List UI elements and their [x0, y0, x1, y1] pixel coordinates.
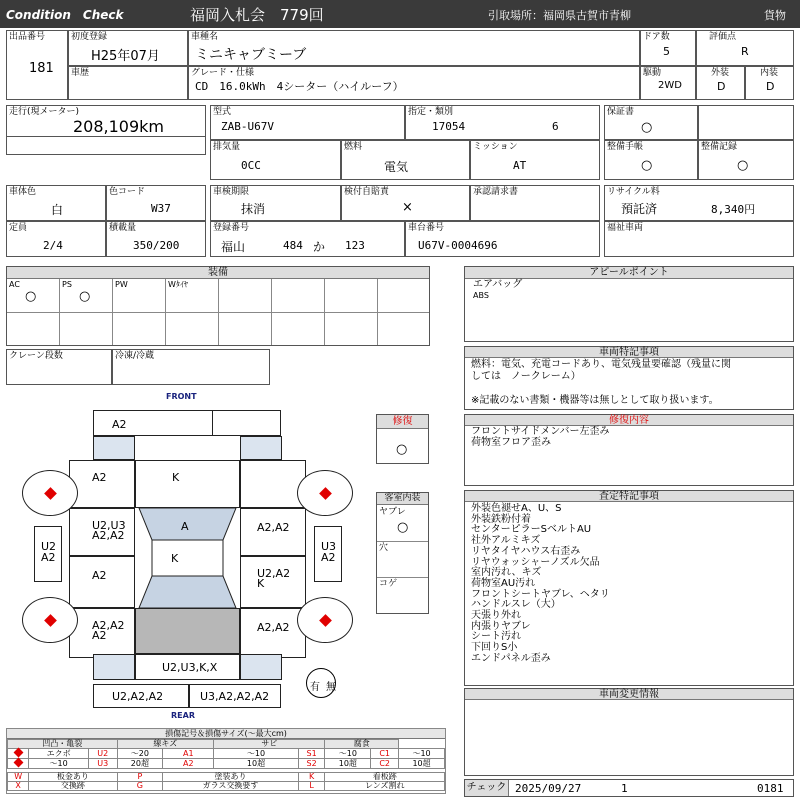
- vehicle-note-2: しては ノークレーム）: [471, 371, 581, 382]
- spare-no: 無: [326, 682, 336, 693]
- color-code: W37: [151, 202, 171, 215]
- inspector-note: 外装鉄粉付着: [471, 513, 531, 525]
- repair-content-1: フロントサイドメンバー左歪み: [471, 426, 610, 437]
- door-count: 5: [663, 45, 670, 58]
- inspector-notes-box: 査定特記事項 外装色褪せA、U、S 外装鉄粉付着 センターピラーSベルトAU 社外アルミキズ リヤタイヤハウス右歪み リヤウォッシャーノズル欠品 室内汚れ、キズ 荷物室AU汚れ フロントシートヤブレ、ヘタリ ハンドルスレ（大） 天張り外れ 内張りヤブレ シート汚れ 下回りS小 エンドパネル歪み: [464, 490, 794, 686]
- equip-ps-mark: ○: [79, 289, 91, 304]
- left-quarter: A2,A2 A2: [69, 608, 135, 658]
- wheel-rear-left: [22, 597, 78, 643]
- header-bar: [0, 0, 800, 28]
- equip-ps: PS: [62, 280, 72, 289]
- windshield-roof: [135, 508, 240, 608]
- auction-title: 福岡入札会 779回: [190, 6, 324, 24]
- model-code: ZAB-U67V: [221, 120, 274, 133]
- left-mirror: U2 A2: [34, 526, 62, 582]
- load-box: 積載量 350/200: [106, 221, 206, 257]
- lot-number-box: 出品番号 181: [6, 30, 68, 100]
- drive-box: 駆動 2WD: [640, 66, 696, 100]
- front-left-corner: [93, 436, 135, 460]
- inspector-note: センターピラーSベルトAU: [471, 524, 592, 536]
- cabin-tear-mark: ○: [397, 520, 409, 535]
- reg-num: 484: [283, 239, 303, 252]
- inspector-note: 外装色褪せA、U、S: [471, 503, 562, 514]
- capacity-box: 定員 2/4: [6, 221, 106, 257]
- changes-box: 車両変更情報: [464, 688, 794, 776]
- grade-box: グレード・仕様 CD 16.0kWh 4シーター（ハイルーフ）: [188, 66, 640, 100]
- fuel-box: 燃料 電気: [341, 140, 470, 180]
- designation-number: 17054: [432, 120, 466, 133]
- body-color-box: 車体色 白: [6, 185, 106, 221]
- inspector-note: 天張り外れ: [471, 610, 521, 622]
- front-label: FRONT: [166, 392, 197, 401]
- first-registration: H25年07月: [91, 49, 160, 64]
- front-right-corner: [240, 436, 282, 460]
- approval-box: 承認請求書: [470, 185, 600, 221]
- inspector-note: 社外アルミキズ: [471, 535, 541, 547]
- repair-box: 修復 ○: [376, 414, 429, 464]
- lot-number: 181: [29, 61, 54, 76]
- roof-mark: K: [171, 552, 179, 565]
- rating-box: 評価点 R: [696, 30, 794, 66]
- rear-left-corner: [93, 654, 135, 680]
- rating-value: R: [741, 45, 749, 58]
- mileage: 208,109km: [73, 117, 165, 136]
- capacity: 2/4: [43, 239, 63, 252]
- warranty-mark: ○: [641, 120, 653, 135]
- service-book-mark: ○: [641, 158, 653, 173]
- spare-yes: 有: [310, 682, 320, 693]
- wheel-front-right: [297, 470, 353, 516]
- service-record-box: 整備記録 ○: [698, 140, 794, 180]
- inspection-doc-box: 検付自賠責 ×: [341, 185, 470, 221]
- model-box: 型式 ZAB-U67V: [210, 105, 405, 140]
- service-book-box: 整備手帳 ○: [604, 140, 698, 180]
- reg-kana: か: [313, 240, 326, 254]
- right-front-door: A2,A2: [240, 508, 306, 556]
- inspector-note: 内張りヤブレ: [471, 620, 531, 632]
- reg-area: 福山: [221, 240, 246, 254]
- inspector-notes-list: [471, 504, 610, 665]
- crane-box: クレーン段数: [6, 349, 112, 385]
- recycle-box: リサイクル料 預託済 8,340円: [604, 185, 794, 221]
- reg-number-box: 登録番号 福山 484 か 123: [210, 221, 405, 257]
- welfare-box: 福祉車両: [604, 221, 794, 257]
- fuel-type: 電気: [384, 160, 409, 174]
- equip-ac: AC: [9, 280, 20, 289]
- reg-serial: 123: [345, 239, 365, 252]
- rear-window: [139, 576, 236, 608]
- service-record-mark: ○: [737, 158, 749, 173]
- first-registration-box: 初度登録 H25年07月: [68, 30, 188, 66]
- repair-mark: ○: [396, 442, 408, 457]
- rear-bumper-left: U2,A2,A2: [93, 684, 189, 708]
- inspector-note: 荷物室AU汚れ: [471, 577, 536, 589]
- front-bumper: A2: [93, 410, 213, 436]
- check-number: 1: [621, 782, 628, 795]
- blank-box-1: [698, 105, 794, 140]
- recycle-amount: 8,340円: [711, 203, 756, 216]
- freezer-box: 冷凍/冷蔵: [112, 349, 270, 385]
- damage-legend: 損傷記号＆損傷サイズ(〜最大cm) 凹凸・亀裂 線キズ サビ 腐食 エクボ U2 〜20 A1 〜10 S1 〜10 C1 〜10 〜10 U3 20超 A2 10超 S2 10超 C2 10超 W 板金あり P 塗装あり K 看板跡 X 交換跡 G ガラス交換要す L レンズ割れ: [6, 728, 446, 794]
- transmission: AT: [513, 159, 527, 172]
- doors-box: ドア数 5: [640, 30, 696, 66]
- color-code-box: 色コード W37: [106, 185, 206, 221]
- vehicle-note-1: 燃料：電気、充電コードあり、電気残量要確認（残量に関: [471, 359, 731, 370]
- rear-right-corner: [240, 654, 282, 680]
- car-name: ミニキャブミーブ: [195, 47, 307, 63]
- inspection-expiry: 抹消: [241, 202, 266, 216]
- right-quarter: A2,A2: [240, 608, 306, 658]
- roof: [152, 540, 223, 576]
- right-front-fender: [240, 460, 306, 508]
- legend-table: 凹凸・亀裂 線キズ サビ 腐食 エクボ U2 〜20 A1 〜10 S1 〜10 C1 〜10 〜10 U3 20超 A2 10超 S2 10超 C2 10超 W 板金あり P 塗装あり K 看板跡 X 交換跡 G ガラス交換要す L レンズ割れ: [7, 739, 445, 791]
- inspector-note: リヤウォッシャーノズル欠品: [471, 556, 600, 568]
- history-box: 車歴: [68, 66, 188, 100]
- rear-bumper-right: U3,A2,A2,A2: [189, 684, 281, 708]
- rear-cargo: [135, 608, 240, 654]
- right-mirror: U3 A2: [314, 526, 342, 582]
- class-number: 6: [552, 120, 559, 133]
- inspector-note: 室内汚れ、キズ: [471, 567, 542, 579]
- left-front-door: U2,U3 A2,A2: [69, 508, 135, 556]
- wheel-front-left: [22, 470, 78, 516]
- appeal-line-2: ABS: [473, 291, 489, 300]
- appeal-box: アピールポイント エアバッグ ABS: [464, 266, 794, 342]
- exterior-grade: D: [717, 80, 726, 93]
- check-box: チェック 2025/09/27 1 0181: [464, 779, 794, 797]
- equip-pw: PW: [115, 280, 128, 289]
- displacement: 0CC: [241, 159, 261, 172]
- inspector-note: シート汚れ: [471, 631, 521, 643]
- warranty-box: 保証書 ○: [604, 105, 698, 140]
- load-capacity: 350/200: [133, 239, 180, 252]
- interior-grade: D: [766, 80, 775, 93]
- inspector-note: エンドパネル歪み: [471, 652, 551, 664]
- pickup-location: 引取場所：福岡県古賀市青柳: [488, 9, 631, 22]
- mileage-box: 走行(現メーター) 208,109km: [6, 105, 206, 155]
- left-front-fender: A2: [69, 460, 135, 508]
- windshield-mark: A: [181, 520, 189, 533]
- interior-box: 内装 D: [745, 66, 794, 100]
- form-title: Condition Check: [6, 8, 124, 22]
- body-color: 白: [51, 203, 64, 217]
- inspection-doc-mark: ×: [402, 200, 413, 215]
- exterior-box: 外装 D: [696, 66, 745, 100]
- recycle-status: 預託済: [621, 202, 658, 216]
- rear-label: REAR: [171, 711, 195, 720]
- car-name-box: 車種名 ミニキャブミーブ: [188, 30, 640, 66]
- vehicle-notes-box: 車両特記事項 燃料：電気、充電コードあり、電気残量要確認（残量に関 しては ノークレーム） ※記載のない書類・機器等は無しとして取り扱います。: [464, 346, 794, 410]
- inspector-note: フロントシートヤブレ、ヘタリ: [471, 588, 610, 600]
- hood: K: [135, 460, 240, 508]
- wheel-rear-right: [297, 597, 353, 643]
- inspector-note: ハンドルスレ（大）: [471, 599, 561, 611]
- equip-ac-mark: ○: [25, 289, 37, 304]
- check-code: 0181: [757, 782, 784, 795]
- front-bumper-right: [213, 410, 281, 436]
- equipment-box: 装備 AC PS PW Wﾀｲﾔ ○ ○: [6, 266, 430, 346]
- inspector-note: 下回りS小: [471, 642, 518, 654]
- vehicle-category: 貨物: [764, 9, 786, 22]
- vehicle-note-3: ※記載のない書類・機器等は無しとして取り扱います。: [471, 395, 719, 406]
- repair-content-box: 修復内容 フロントサイドメンバー左歪み 荷物室フロア歪み: [464, 414, 794, 486]
- cabin-box: 客室内装 ヤブレ ○ 穴 コゲ: [376, 492, 429, 614]
- inspector-note: リヤタイヤハウス右歪み: [471, 545, 581, 557]
- chassis-box: 車台番号 U67V-0004696: [405, 221, 600, 257]
- chassis-number: U67V-0004696: [418, 239, 498, 252]
- drive-type: 2WD: [658, 80, 682, 91]
- designation-box: 指定・類別 17054 6: [405, 105, 600, 140]
- left-rear-door: A2: [69, 556, 135, 608]
- rear-gate: U2,U3,K,X: [135, 654, 240, 680]
- mission-box: ミッション AT: [470, 140, 600, 180]
- appeal-line-1: エアバッグ: [473, 279, 523, 290]
- inspection-box: 車検期限 抹消: [210, 185, 341, 221]
- right-rear-door: U2,A2 K: [240, 556, 306, 608]
- grade-spec: CD 16.0kWh 4シーター（ハイルーフ）: [195, 80, 404, 93]
- repair-content-2: 荷物室フロア歪み: [471, 437, 551, 448]
- equip-wtire: Wﾀｲﾔ: [168, 280, 188, 289]
- displacement-box: 排気量 0CC: [210, 140, 341, 180]
- check-date: 2025/09/27: [515, 782, 582, 795]
